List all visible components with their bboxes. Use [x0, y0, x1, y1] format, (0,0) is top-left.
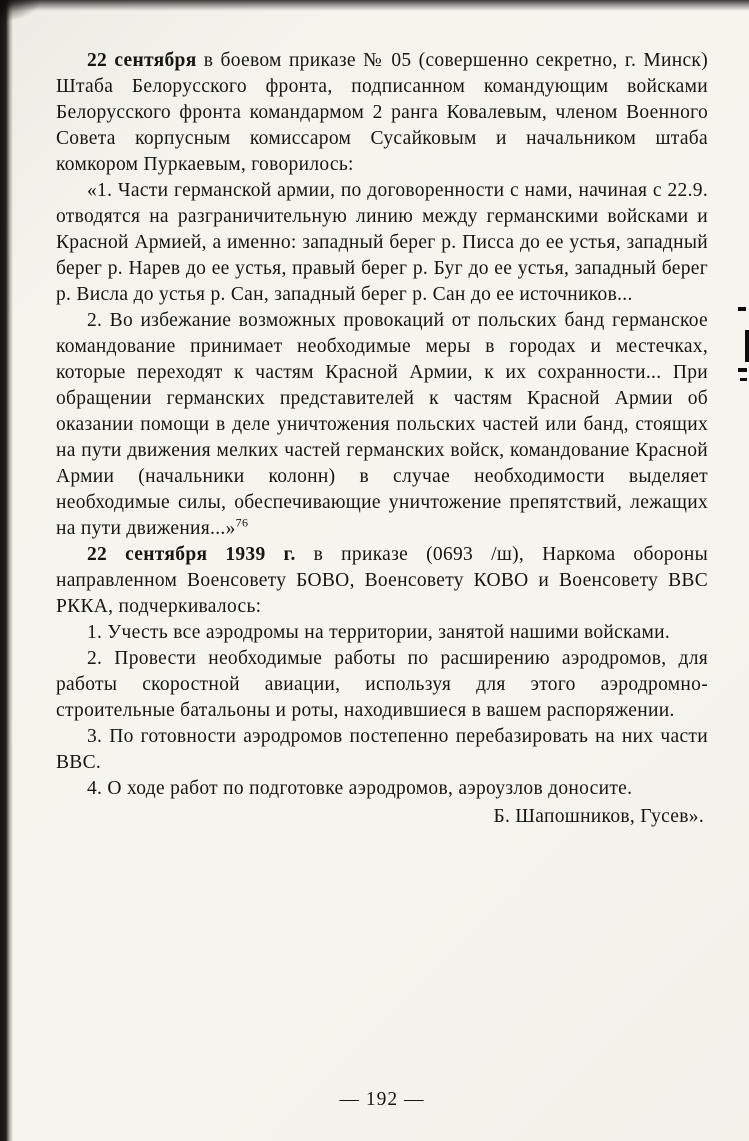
page-number: — 192 — [339, 1089, 425, 1110]
scan-mark [738, 368, 747, 372]
paragraph-item-4 [56, 776, 708, 802]
scan-mark [738, 307, 746, 311]
paragraph-text: 4. О ходе работ по подготовке аэродромов, аэроузлов доносите. [87, 778, 633, 799]
paragraph-order-point-1 [56, 178, 708, 308]
page-text [56, 48, 708, 830]
paragraph-order-point-2 [56, 308, 708, 542]
paragraph-text: в приказе (0693 /ш), Наркома обороны направленном Военсовету БОВО, Военсовету КОВО и Военсовету ВВС РККА, подчеркивалось: [56, 544, 708, 617]
scan-mark [745, 330, 749, 362]
signature-line: Б. Шапошников, Гусев». [493, 806, 704, 827]
paragraph-order-05-intro [56, 48, 708, 178]
paragraph-text: 2. Во избежание возможных провокаций от польских банд германское командование принимает необходимые меры в городах и местечках, которые переходят к частям Красной Армии, к их сохранности... При обращении германских представителей к частям Красной Армии об оказании помощи в деле уничтожения польских частей или банд, стоящих на пути движения мелких частей германских войск, командование Красной Армии (начальники колонн) в случае необходимости выделяет необходимые силы, обеспечивающие уничтожение препятствий, лежащих на пути движения...» [56, 310, 708, 539]
scan-edge-left [0, 0, 13, 1141]
paragraph-text: в боевом приказе № 05 (совершенно секретно, г. Минск) Штаба Белорусского фронта, подписанном командующим войсками Белорусского фронта командармом 2 ранга Ковалевым, членом Военного Совета корпусным комиссаром Сусайковым и начальником штаба комкором Пуркаевым, говорилось: [56, 50, 708, 175]
paragraph-item-3 [56, 724, 708, 776]
paragraph-text: «1. Части германской армии, по договоренности с нами, начиная с 22.9. отводятся на разграничительную линию между германскими войсками и Красной Армией, а именно: западный берег р. Писса до ее устья, западный берег р. Нарев до ее устья, правый берег р. Буг до ее устья, западный берег р. Висла до устья р. Сан, западный берег р. Сан до ее источников... [56, 180, 708, 305]
paragraph-item-2 [56, 646, 708, 724]
paragraph-order-0693-intro [56, 542, 708, 620]
paragraph-text: 1. Учесть все аэродромы на территории, занятой нашими войсками. [87, 622, 671, 643]
paragraph-lead-date: 22 сентября [87, 50, 197, 71]
paragraph-text: 3. По готовности аэродромов постепенно перебазировать на них части ВВС. [56, 726, 708, 773]
scan-edge-top [0, 0, 749, 11]
scan-edge-corner [0, 0, 42, 22]
footnote-reference: 76 [235, 515, 249, 530]
paragraph-lead-date: 22 сентября 1939 г. [87, 544, 296, 565]
scan-mark [740, 378, 747, 381]
paragraph-text: 2. Провести необходимые работы по расширению аэродромов, для работы скоростной авиации, используя для этого аэродромно-строительные батальоны и роты, находившиеся в вашем распоряжении. [56, 648, 708, 721]
paragraph-item-1 [56, 620, 708, 646]
